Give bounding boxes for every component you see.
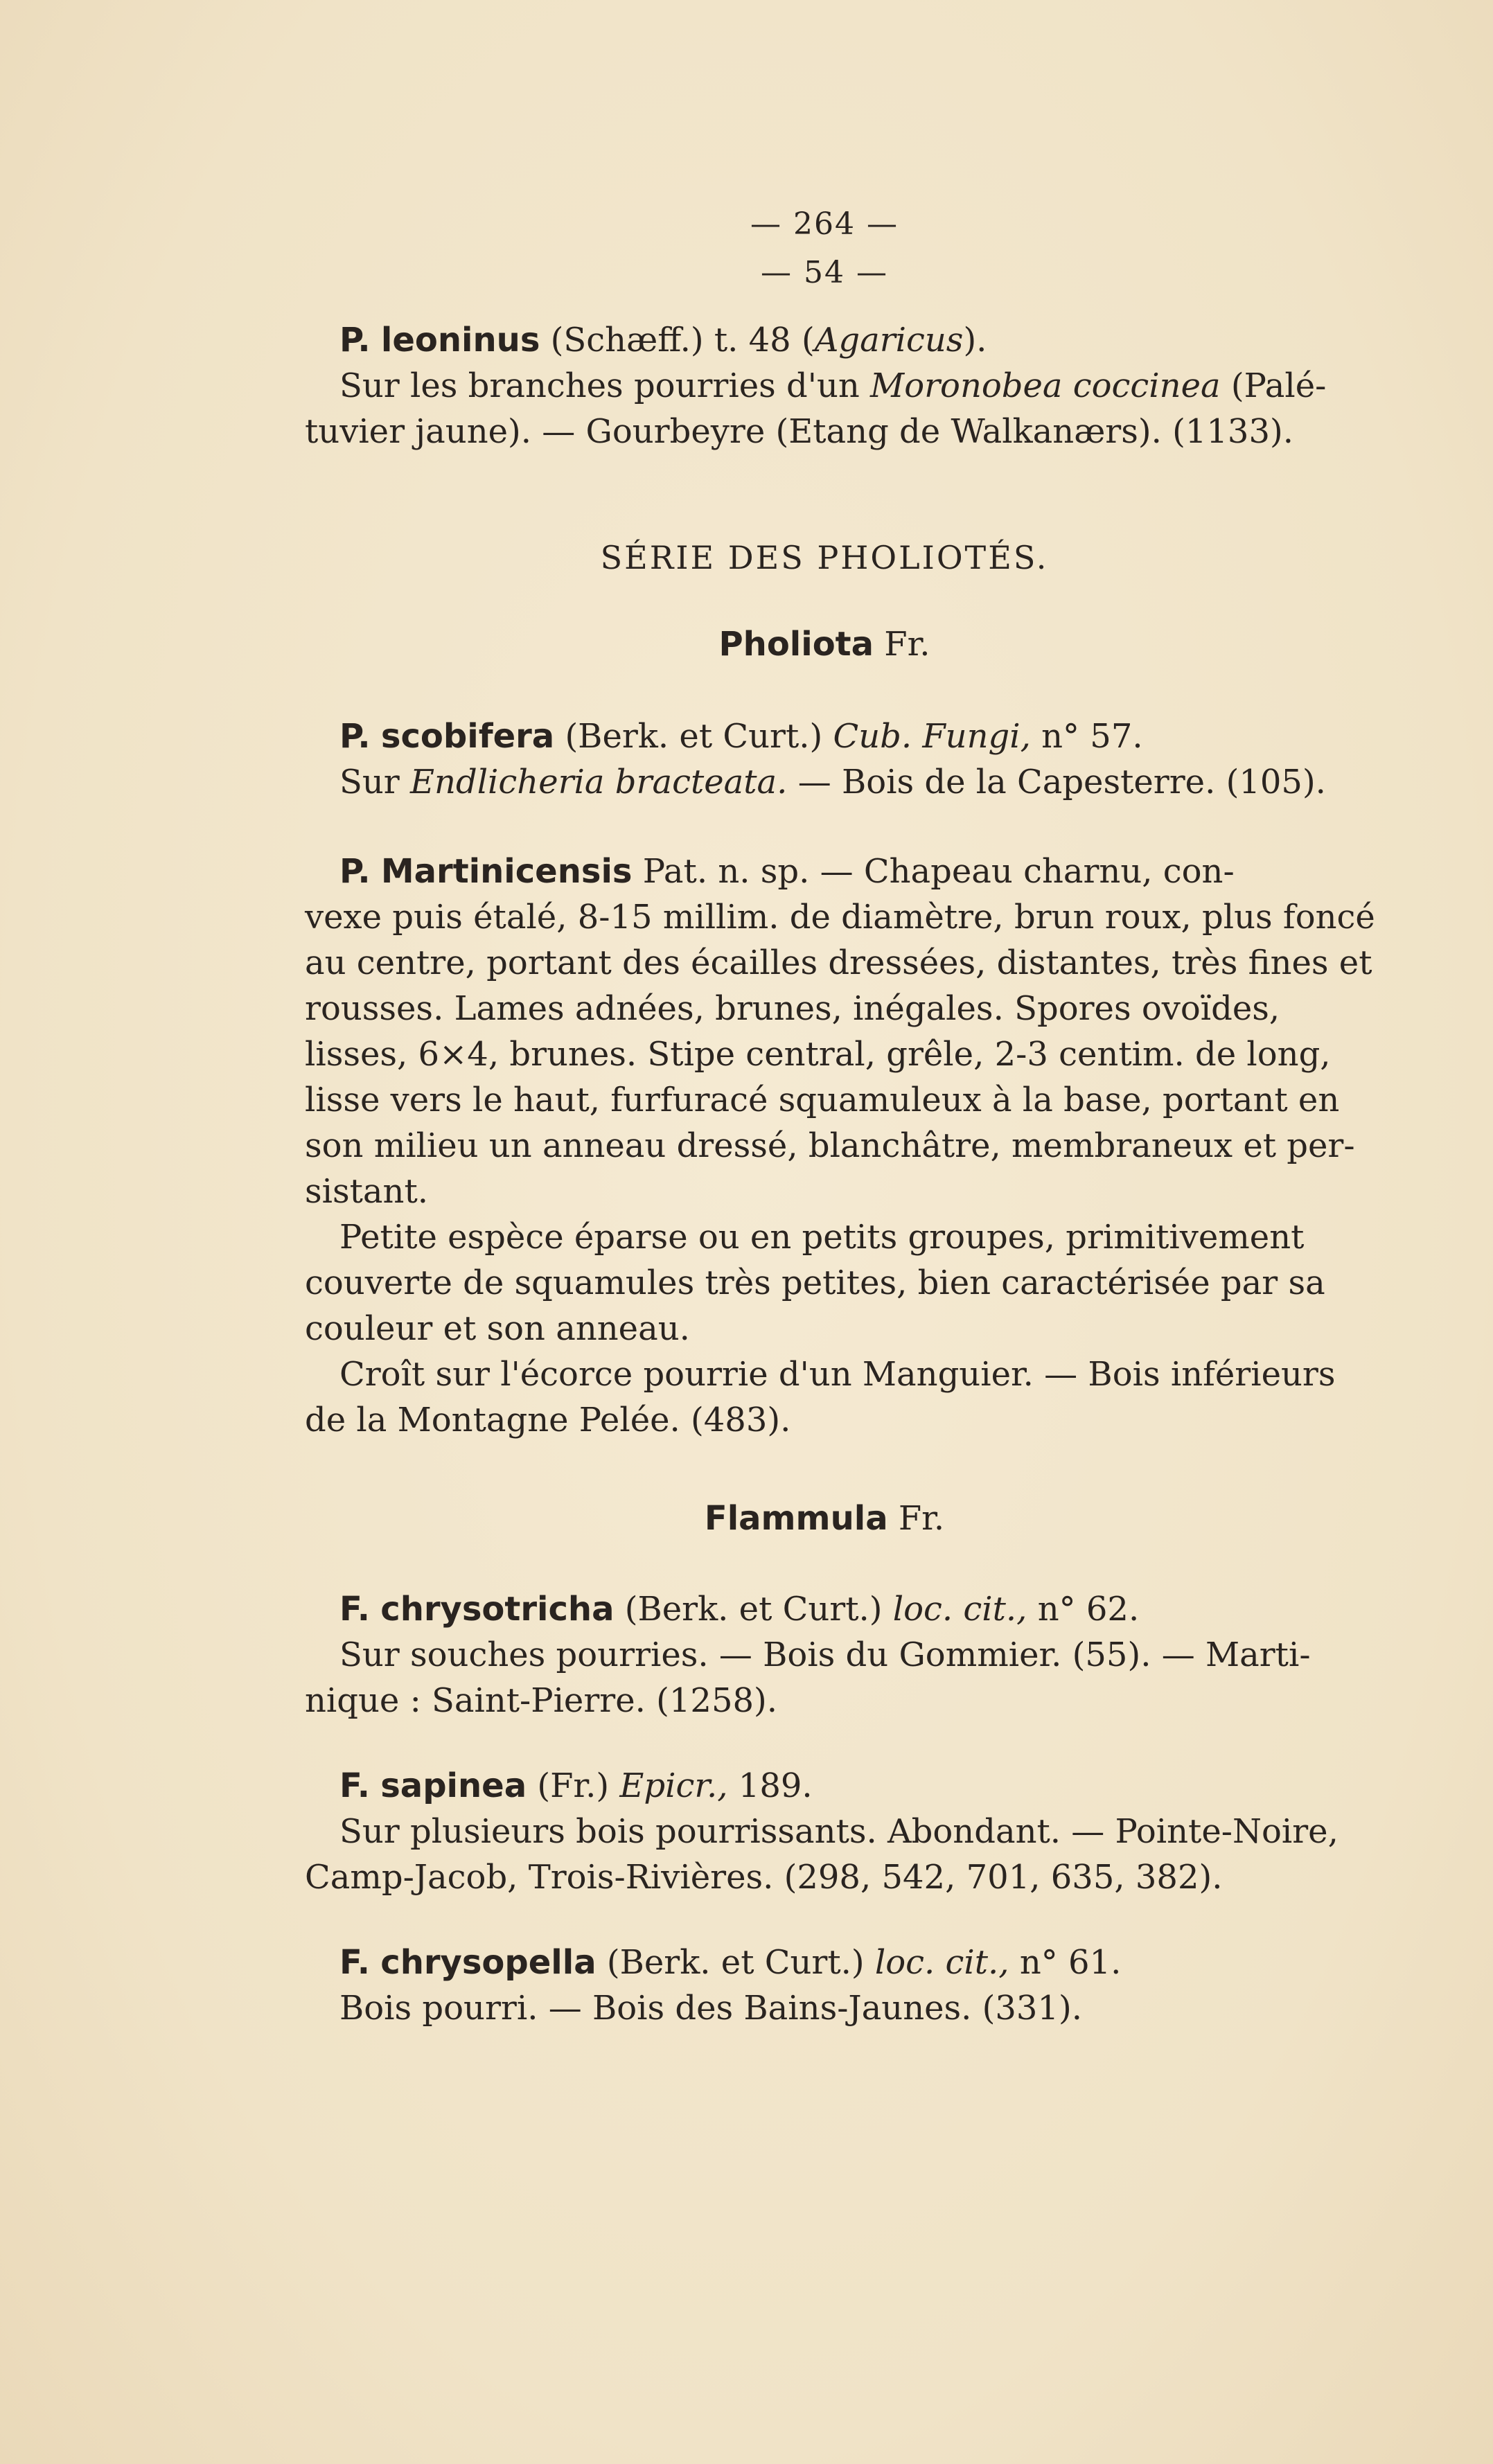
reference: Cub. Fungi, — [833, 717, 1031, 756]
page-number-top: — 264 — — [750, 206, 899, 242]
genus-name: Pholiota — [718, 625, 874, 664]
remark-line: couleur et son anneau. — [305, 1309, 690, 1348]
page-number-bottom: — 54 — — [761, 255, 888, 290]
host-species: Moronobea coccinea — [870, 366, 1221, 405]
genus-author: Fr. — [898, 1499, 945, 1538]
reference: loc. cit., — [874, 1943, 1009, 1982]
reference: Agaricus — [814, 321, 964, 360]
genus-abbrev: F. — [339, 1943, 370, 1982]
genus-abbrev: P. — [339, 321, 371, 360]
reference: Epicr., — [619, 1766, 728, 1805]
entry-chrysotricha — [305, 1586, 1344, 1723]
habitat-line: Sur plusieurs bois pourrissants. Abondant. — Pointe-Noire, — [339, 1812, 1339, 1851]
genus-abbrev: F. — [339, 1766, 370, 1805]
locality-text: — Bois de la Capesterre. (105). — [797, 763, 1326, 801]
description-line: son milieu un anneau dressé, blanchâtre, membraneux et per- — [305, 1126, 1355, 1165]
genus-heading-pholiota — [305, 625, 1344, 664]
description-line: lisses, 6×4, brunes. Stipe central, grêle, 2-3 centim. de long, — [305, 1035, 1331, 1074]
habitat-line: Bois pourri. — Bois des Bains-Jaunes. (331). — [339, 1989, 1082, 2028]
author: (Schæff.) t. 48 ( — [550, 321, 815, 360]
description-line: lisse vers le haut, furfuracé squamuleux à la base, portant en — [305, 1081, 1340, 1119]
species-name: scobifera — [380, 717, 555, 756]
entry-leoninus — [305, 317, 1344, 454]
series-heading: SÉRIE DES PHOLIOTÉS. — [600, 539, 1049, 576]
remark-line: couverte de squamules très petites, bien caractérisée par sa — [305, 1264, 1325, 1302]
host-species: Endlicheria bracteata. — [410, 763, 788, 801]
entry-scobifera — [305, 714, 1344, 805]
reference: loc. cit., — [892, 1590, 1027, 1629]
locality-text: tuvier jaune). — Gourbeyre (Etang de Walkanærs). (1133). — [305, 412, 1293, 451]
habitat-text-end: (Palé- — [1230, 366, 1327, 405]
species-name: chrysopella — [380, 1943, 597, 1982]
genus-abbrev: P. — [339, 852, 371, 891]
entry-chrysopella — [305, 1940, 1344, 2031]
description-line: au centre, portant des écailles dressées, distantes, très fines et — [305, 943, 1372, 982]
description-line: vexe puis étalé, 8-15 millim. de diamètre, brun roux, plus foncé — [305, 898, 1375, 937]
author: (Fr.) — [537, 1766, 610, 1805]
author: (Berk. et Curt.) — [606, 1943, 865, 1982]
habitat-line: Sur souches pourries. — Bois du Gommier. (55). — Marti- — [339, 1636, 1311, 1674]
entry-martinicensis — [305, 849, 1375, 1443]
reference-number: n° 57. — [1041, 717, 1143, 756]
description-line: Pat. n. sp. — Chapeau charnu, con- — [642, 852, 1235, 891]
reference-number: 189. — [738, 1766, 813, 1805]
species-name: leoninus — [380, 321, 540, 360]
habitat-text: Sur les branches pourries d'un — [339, 366, 860, 405]
species-name: Martinicensis — [380, 852, 633, 891]
locality-line: Croît sur l'écorce pourrie d'un Manguier. — Bois inférieurs — [339, 1355, 1336, 1394]
locality-line: de la Montagne Pelée. (483). — [305, 1401, 791, 1439]
locality-line: Camp-Jacob, Trois-Rivières. (298, 542, 701, 635, 382). — [305, 1858, 1223, 1897]
genus-abbrev: F. — [339, 1590, 370, 1629]
species-name: sapinea — [380, 1766, 527, 1805]
description-line: rousses. Lames adnées, brunes, inégales. Spores ovoïdes, — [305, 989, 1280, 1028]
species-name: chrysotricha — [380, 1590, 615, 1629]
reference-number: n° 61. — [1019, 1943, 1122, 1982]
genus-heading-flammula — [305, 1499, 1344, 1538]
genus-abbrev: P. — [339, 717, 371, 756]
remark-line: Petite espèce éparse ou en petits groupes, primitivement — [339, 1218, 1305, 1257]
habitat-text: Sur — [339, 763, 400, 801]
genus-name: Flammula — [704, 1499, 888, 1538]
entry-sapinea — [305, 1763, 1344, 1900]
author: (Berk. et Curt.) — [565, 717, 823, 756]
description-line: sistant. — [305, 1172, 428, 1211]
reference-close: ). — [963, 321, 987, 360]
locality-line: nique : Saint-Pierre. (1258). — [305, 1681, 778, 1720]
reference-number: n° 62. — [1037, 1590, 1140, 1629]
author: (Berk. et Curt.) — [624, 1590, 883, 1629]
genus-author: Fr. — [884, 625, 930, 664]
